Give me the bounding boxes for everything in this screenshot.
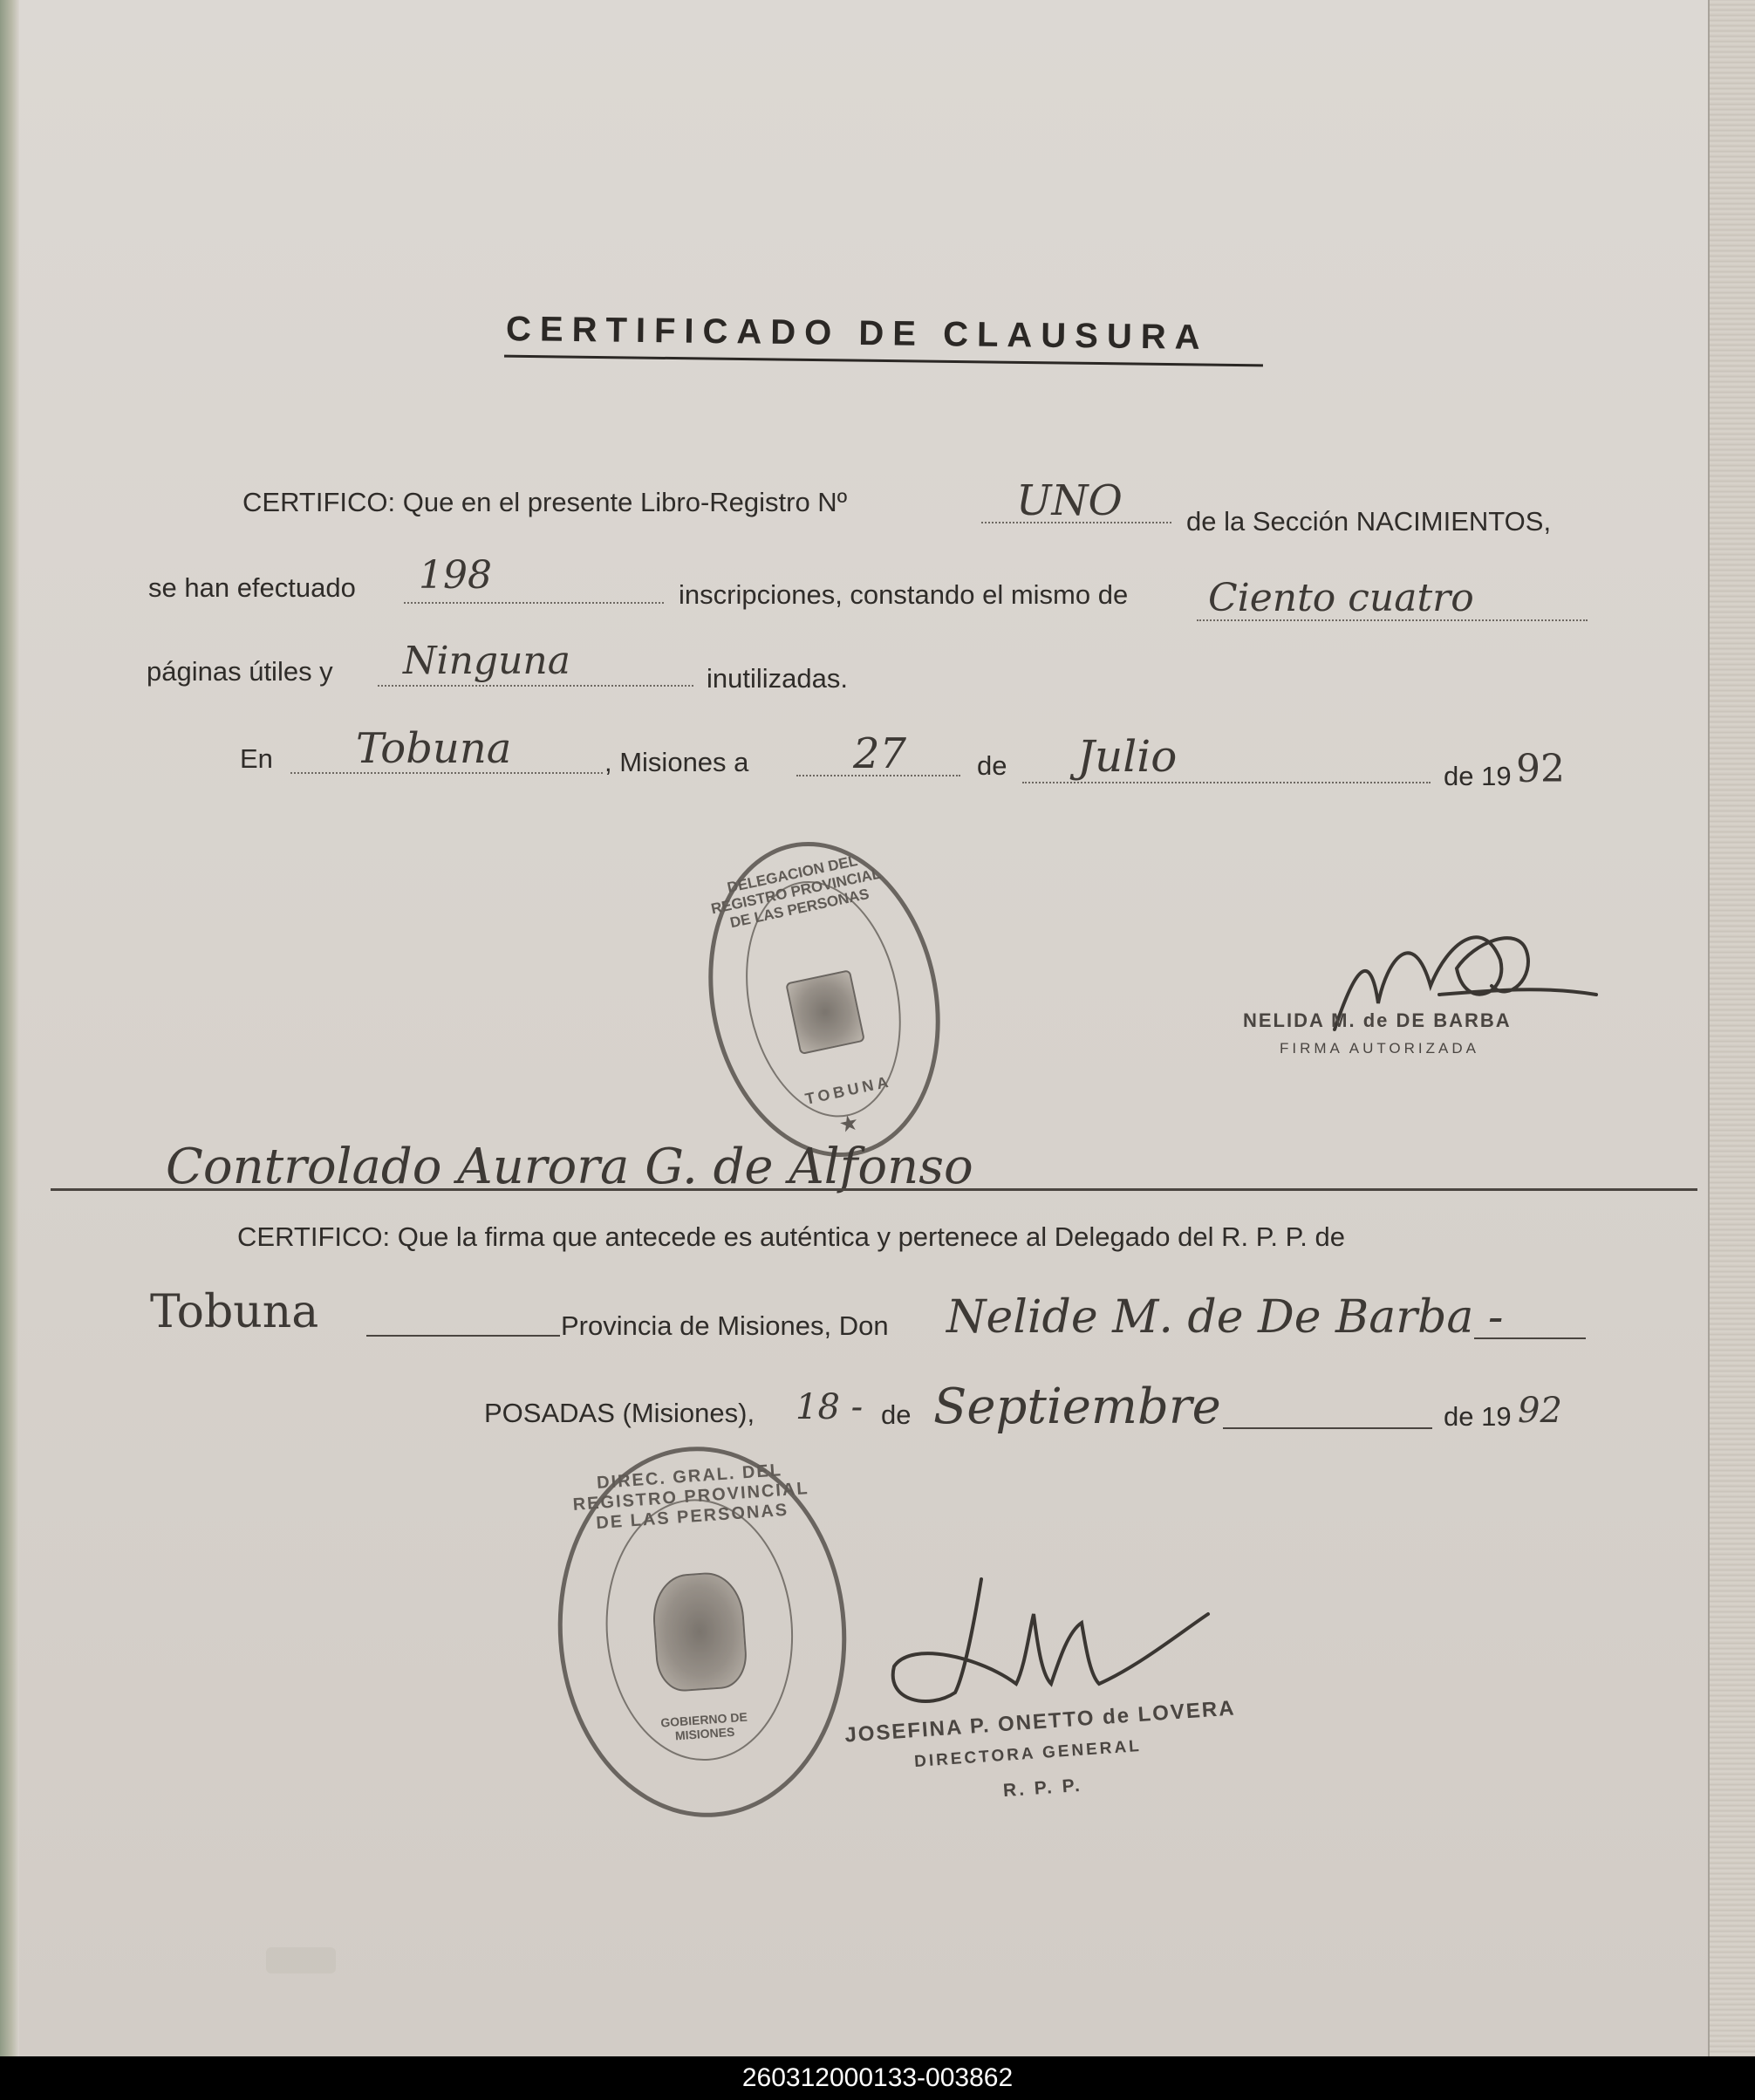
signature1-role: FIRMA AUTORIZADA <box>1280 1040 1479 1057</box>
localidad-line <box>366 1335 560 1337</box>
book-binding <box>1708 0 1755 2056</box>
inutilizadas-text: inutilizadas. <box>707 663 848 694</box>
delegado-line <box>1474 1337 1586 1339</box>
controlado-note: Controlado Aurora G. de Alfonso <box>166 1139 973 1195</box>
misiones-a-text: , Misiones a <box>604 747 749 777</box>
paginas-utiles-label: páginas útiles y <box>147 656 333 687</box>
signature2-name: JOSEFINA P. ONETTO de LOVERA <box>843 1696 1237 1748</box>
lugar-value: Tobuna <box>356 724 512 773</box>
inutilizadas-count-value: Ninguna <box>403 639 570 683</box>
de-19-label-1: de 19 <box>1444 761 1512 791</box>
anio-value-2: 92 <box>1518 1391 1562 1431</box>
inscripciones-text: inscripciones, constando el mismo de <box>679 579 1129 610</box>
inscripciones-line <box>404 602 664 604</box>
libro-numero-value: UNO <box>1016 476 1123 525</box>
en-label: En <box>240 743 273 774</box>
certifico-label-1: CERTIFICO: Que en el presente Libro-Registro Nº <box>242 487 848 517</box>
se-han-efectuado-label: se han efectuado <box>148 572 356 603</box>
mes-value-2: Septiembre <box>933 1378 1221 1435</box>
dia-value-2: 18 - <box>796 1387 864 1427</box>
de-19-label-2: de 19 <box>1444 1401 1512 1432</box>
mes-line-2 <box>1223 1427 1432 1429</box>
archive-id-bar <box>0 2056 1755 2100</box>
de-label-1: de <box>977 750 1007 781</box>
provincia-text: Provincia de Misiones, Don <box>561 1310 889 1341</box>
dia-value: 27 <box>853 729 907 778</box>
seccion-text: de la Sección NACIMIENTOS, <box>1186 506 1552 537</box>
paginas-total-value: Ciento cuatro <box>1208 576 1474 620</box>
inutilizadas-line <box>378 685 693 687</box>
direccion-general-stamp-ring-text: DIREC. GRAL. DEL REGISTRO PROVINCIAL DE LAS PERSONAS <box>572 1460 810 1534</box>
delegado-value: Nelide M. de De Barba - <box>946 1291 1504 1344</box>
star-icon: ★ <box>837 1111 860 1137</box>
delegacion-stamp-ring-text: DELEGACION DEL REGISTRO PROVINCIAL DE LAS PERSONAS <box>709 852 883 932</box>
certifico-text-2: CERTIFICO: Que la firma que antecede es auténtica y pertenece al Delegado del R. P. P. de <box>237 1221 1346 1252</box>
anio-value-1: 92 <box>1516 747 1565 791</box>
page-left-edge <box>0 0 19 2056</box>
page-smudge <box>266 1947 336 1973</box>
mes-value: Julio <box>1077 731 1178 782</box>
inscripciones-count-value: 198 <box>419 553 492 598</box>
signature2-role: DIRECTORA GENERAL <box>913 1736 1143 1772</box>
localidad-value: Tobuna <box>150 1286 319 1338</box>
delegacion-stamp <box>680 820 968 1179</box>
signature2-org: R. P. P. <box>1002 1775 1083 1802</box>
archive-id: 260312000133-003862 <box>741 2063 1014 2092</box>
posadas-text: POSADAS (Misiones), <box>484 1398 755 1428</box>
delegacion-stamp-bottom-text: TOBUNA <box>803 1072 893 1108</box>
direccion-general-stamp <box>546 1437 859 1827</box>
provincial-shield-icon <box>650 1570 748 1693</box>
mes-line <box>1022 782 1431 783</box>
section-divider <box>51 1188 1697 1191</box>
document-title: CERTIFICADO DE CLAUSURA <box>505 310 1209 357</box>
de-label-2: de <box>881 1399 912 1430</box>
signature1-name: NELIDA M. de DE BARBA <box>1243 1009 1512 1031</box>
direccion-general-stamp-inner-text: GOBIERNO DE MISIONES <box>659 1709 748 1743</box>
